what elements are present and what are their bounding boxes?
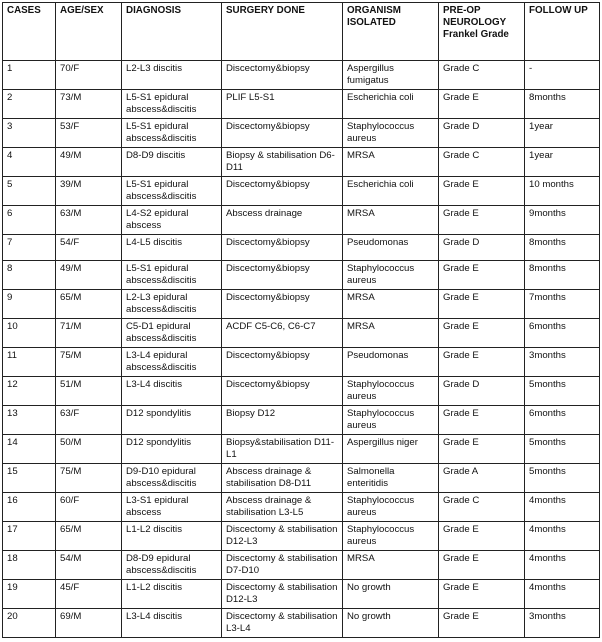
follow-up-cell: 5months <box>525 464 600 493</box>
organism-cell: Escherichia coli <box>343 177 439 206</box>
follow-up-cell: 6months <box>525 406 600 435</box>
follow-up-cell: 4months <box>525 493 600 522</box>
organism-cell: No growth <box>343 580 439 609</box>
neurology-grade-cell: Grade E <box>439 90 525 119</box>
neurology-grade-cell: Grade E <box>439 177 525 206</box>
table-row <box>3 551 600 580</box>
case-number-cell: 13 <box>3 406 56 435</box>
neurology-grade-cell: Grade E <box>439 609 525 638</box>
table-row <box>3 261 600 290</box>
follow-up-cell: 10 months <box>525 177 600 206</box>
organism-cell: Staphylococcus aureus <box>343 119 439 148</box>
follow-up-cell: 5months <box>525 435 600 464</box>
surgery-cell: Discectomy & stabilisation D12-L3 <box>222 580 343 609</box>
table-row <box>3 580 600 609</box>
header-age-sex: AGE/SEX <box>56 3 122 61</box>
diagnosis-cell: L1-L2 discitis <box>122 580 222 609</box>
neurology-grade-cell: Grade E <box>439 522 525 551</box>
follow-up-cell: 4months <box>525 551 600 580</box>
age-sex-cell: 39/M <box>56 177 122 206</box>
neurology-grade-cell: Grade E <box>439 290 525 319</box>
table-row <box>3 464 600 493</box>
table-row <box>3 148 600 177</box>
age-sex-cell: 60/F <box>56 493 122 522</box>
table-row <box>3 435 600 464</box>
follow-up-cell: 8months <box>525 261 600 290</box>
cases-table <box>2 2 600 638</box>
table-row <box>3 119 600 148</box>
follow-up-cell: 6months <box>525 319 600 348</box>
follow-up-cell: - <box>525 61 600 90</box>
age-sex-cell: 50/M <box>56 435 122 464</box>
surgery-cell: Discectomy&biopsy <box>222 235 343 261</box>
follow-up-cell: 5months <box>525 377 600 406</box>
neurology-grade-cell: Grade A <box>439 464 525 493</box>
case-number-cell: 6 <box>3 206 56 235</box>
organism-cell: Aspergillus fumigatus <box>343 61 439 90</box>
surgery-cell: Abscess drainage & stabilisation D8-D11 <box>222 464 343 493</box>
table-row <box>3 609 600 638</box>
diagnosis-cell: D8-D9 epidural abscess&discitis <box>122 551 222 580</box>
surgery-cell: Discectomy&biopsy <box>222 377 343 406</box>
neurology-grade-cell: Grade E <box>439 319 525 348</box>
surgery-cell: Discectomy&biopsy <box>222 177 343 206</box>
surgery-cell: Biopsy&stabilisation D11-L1 <box>222 435 343 464</box>
age-sex-cell: 54/F <box>56 235 122 261</box>
age-sex-cell: 69/M <box>56 609 122 638</box>
follow-up-cell: 4months <box>525 580 600 609</box>
organism-cell: MRSA <box>343 148 439 177</box>
age-sex-cell: 63/M <box>56 206 122 235</box>
age-sex-cell: 54/M <box>56 551 122 580</box>
case-number-cell: 10 <box>3 319 56 348</box>
organism-cell: MRSA <box>343 551 439 580</box>
diagnosis-cell: C5-D1 epidural abscess&discitis <box>122 319 222 348</box>
organism-cell: Escherichia coli <box>343 90 439 119</box>
neurology-grade-cell: Grade E <box>439 435 525 464</box>
organism-cell: MRSA <box>343 319 439 348</box>
neurology-grade-cell: Grade E <box>439 261 525 290</box>
table-row <box>3 90 600 119</box>
follow-up-cell: 3months <box>525 348 600 377</box>
diagnosis-cell: L3-L4 discitis <box>122 609 222 638</box>
organism-cell: Aspergillus niger <box>343 435 439 464</box>
header-cases: CASES <box>3 3 56 61</box>
neurology-grade-cell: Grade E <box>439 580 525 609</box>
age-sex-cell: 63/F <box>56 406 122 435</box>
neurology-grade-cell: Grade D <box>439 377 525 406</box>
header-surgery-done: SURGERY DONE <box>222 3 343 61</box>
neurology-grade-cell: Grade C <box>439 61 525 90</box>
age-sex-cell: 65/M <box>56 522 122 551</box>
case-number-cell: 11 <box>3 348 56 377</box>
diagnosis-cell: L2-L3 epidural abscess&discitis <box>122 290 222 319</box>
case-number-cell: 20 <box>3 609 56 638</box>
surgery-cell: Biopsy & stabilisation D6-D11 <box>222 148 343 177</box>
diagnosis-cell: L1-L2 discitis <box>122 522 222 551</box>
case-number-cell: 2 <box>3 90 56 119</box>
surgery-cell: Discectomy&biopsy <box>222 61 343 90</box>
organism-cell: Staphylococcus aureus <box>343 377 439 406</box>
diagnosis-cell: L2-L3 discitis <box>122 61 222 90</box>
surgery-cell: Discectomy&biopsy <box>222 290 343 319</box>
neurology-grade-cell: Grade D <box>439 235 525 261</box>
table-row <box>3 522 600 551</box>
organism-cell: Staphylococcus aureus <box>343 406 439 435</box>
surgery-cell: Abscess drainage <box>222 206 343 235</box>
follow-up-cell: 8months <box>525 90 600 119</box>
case-number-cell: 12 <box>3 377 56 406</box>
table-row <box>3 61 600 90</box>
organism-cell: No growth <box>343 609 439 638</box>
age-sex-cell: 53/F <box>56 119 122 148</box>
neurology-grade-cell: Grade C <box>439 493 525 522</box>
neurology-grade-cell: Grade E <box>439 206 525 235</box>
surgery-cell: Discectomy&biopsy <box>222 119 343 148</box>
table-row <box>3 235 600 261</box>
case-number-cell: 15 <box>3 464 56 493</box>
diagnosis-cell: D9-D10 epidural abscess&discitis <box>122 464 222 493</box>
age-sex-cell: 45/F <box>56 580 122 609</box>
organism-cell: Salmonella enteritidis <box>343 464 439 493</box>
follow-up-cell: 3months <box>525 609 600 638</box>
table-row <box>3 377 600 406</box>
neurology-grade-cell: Grade C <box>439 148 525 177</box>
follow-up-cell: 8months <box>525 235 600 261</box>
surgery-cell: PLIF L5-S1 <box>222 90 343 119</box>
diagnosis-cell: D8-D9 discitis <box>122 148 222 177</box>
age-sex-cell: 75/M <box>56 464 122 493</box>
follow-up-cell: 1year <box>525 119 600 148</box>
surgery-cell: Biopsy D12 <box>222 406 343 435</box>
neurology-grade-cell: Grade E <box>439 348 525 377</box>
table-row <box>3 290 600 319</box>
age-sex-cell: 71/M <box>56 319 122 348</box>
surgery-cell: ACDF C5-C6, C6-C7 <box>222 319 343 348</box>
case-number-cell: 7 <box>3 235 56 261</box>
diagnosis-cell: L3-L4 discitis <box>122 377 222 406</box>
follow-up-cell: 9months <box>525 206 600 235</box>
header-organism-isolated: ORGANISM ISOLATED <box>343 3 439 61</box>
follow-up-cell: 1year <box>525 148 600 177</box>
age-sex-cell: 75/M <box>56 348 122 377</box>
table-row <box>3 493 600 522</box>
diagnosis-cell: D12 spondylitis <box>122 406 222 435</box>
case-number-cell: 17 <box>3 522 56 551</box>
table-body <box>3 61 600 638</box>
diagnosis-cell: L4-S2 epidural abscess <box>122 206 222 235</box>
case-number-cell: 8 <box>3 261 56 290</box>
surgery-cell: Abscess drainage & stabilisation L3-L5 <box>222 493 343 522</box>
diagnosis-cell: L3-L4 epidural abscess&discitis <box>122 348 222 377</box>
header-follow-up: FOLLOW UP <box>525 3 600 61</box>
table-row <box>3 406 600 435</box>
case-number-cell: 19 <box>3 580 56 609</box>
table-row <box>3 206 600 235</box>
table-row <box>3 348 600 377</box>
diagnosis-cell: L5-S1 epidural abscess&discitis <box>122 177 222 206</box>
neurology-grade-cell: Grade D <box>439 119 525 148</box>
case-number-cell: 16 <box>3 493 56 522</box>
neurology-grade-cell: Grade E <box>439 406 525 435</box>
case-number-cell: 9 <box>3 290 56 319</box>
case-number-cell: 3 <box>3 119 56 148</box>
header-pre-op-neurology: PRE-OP NEUROLOGY Frankel Grade <box>439 3 525 61</box>
diagnosis-cell: L4-L5 discitis <box>122 235 222 261</box>
case-number-cell: 4 <box>3 148 56 177</box>
neurology-grade-cell: Grade E <box>439 551 525 580</box>
diagnosis-cell: L5-S1 epidural abscess&discitis <box>122 90 222 119</box>
header-row <box>3 3 600 61</box>
organism-cell: Staphylococcus aureus <box>343 493 439 522</box>
table-header <box>3 3 600 61</box>
follow-up-cell: 4months <box>525 522 600 551</box>
case-number-cell: 18 <box>3 551 56 580</box>
table-row <box>3 177 600 206</box>
age-sex-cell: 70/F <box>56 61 122 90</box>
organism-cell: Pseudomonas <box>343 348 439 377</box>
surgery-cell: Discectomy&biopsy <box>222 261 343 290</box>
table-row <box>3 319 600 348</box>
age-sex-cell: 51/M <box>56 377 122 406</box>
organism-cell: MRSA <box>343 290 439 319</box>
organism-cell: Staphylococcus aureus <box>343 522 439 551</box>
diagnosis-cell: L5-S1 epidural abscess&discitis <box>122 261 222 290</box>
organism-cell: MRSA <box>343 206 439 235</box>
organism-cell: Staphylococcus aureus <box>343 261 439 290</box>
surgery-cell: Discectomy & stabilisation D12-L3 <box>222 522 343 551</box>
diagnosis-cell: L3-S1 epidural abscess <box>122 493 222 522</box>
age-sex-cell: 49/M <box>56 261 122 290</box>
surgery-cell: Discectomy & stabilisation L3-L4 <box>222 609 343 638</box>
age-sex-cell: 73/M <box>56 90 122 119</box>
age-sex-cell: 65/M <box>56 290 122 319</box>
header-diagnosis: DIAGNOSIS <box>122 3 222 61</box>
follow-up-cell: 7months <box>525 290 600 319</box>
case-number-cell: 14 <box>3 435 56 464</box>
diagnosis-cell: D12 spondylitis <box>122 435 222 464</box>
case-number-cell: 1 <box>3 61 56 90</box>
age-sex-cell: 49/M <box>56 148 122 177</box>
case-number-cell: 5 <box>3 177 56 206</box>
organism-cell: Pseudomonas <box>343 235 439 261</box>
surgery-cell: Discectomy&biopsy <box>222 348 343 377</box>
surgery-cell: Discectomy & stabilisation D7-D10 <box>222 551 343 580</box>
diagnosis-cell: L5-S1 epidural abscess&discitis <box>122 119 222 148</box>
